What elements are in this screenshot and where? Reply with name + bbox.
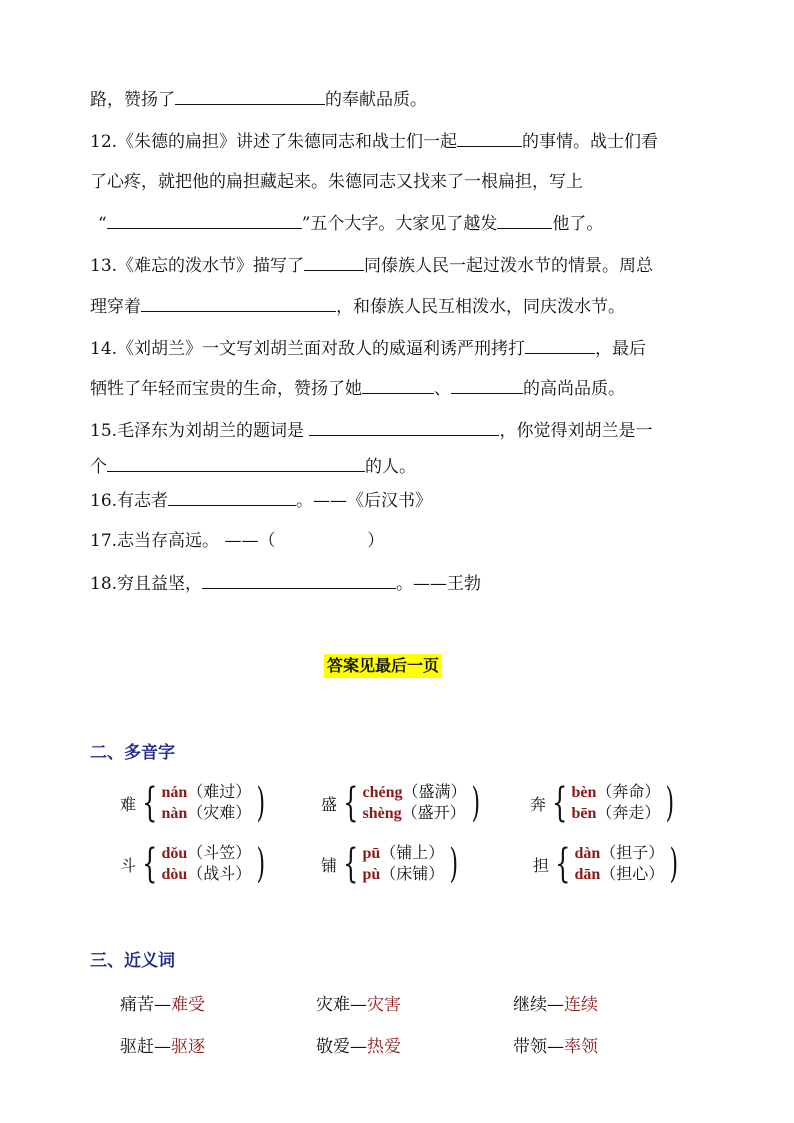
dash: — [547, 1037, 564, 1057]
word: （盛满） [402, 782, 467, 801]
word: （难过） [187, 782, 252, 801]
pinyin: dòu [161, 866, 188, 883]
pinyin: bēn [571, 805, 597, 822]
blank [525, 337, 595, 354]
blank [497, 212, 552, 229]
dash: — [547, 995, 564, 1015]
word-a: 带领 [513, 1037, 547, 1057]
brace-left: { [555, 841, 571, 887]
synonym-pair [513, 990, 598, 1015]
word-a: 敬爱 [316, 1037, 350, 1057]
line-0 [90, 88, 427, 111]
pinyin: dǒu [161, 845, 188, 862]
answer-banner: 答案见最后一页 [324, 654, 442, 678]
text: ”五个大字。大家见了越发 [301, 214, 498, 234]
dash: — [154, 995, 171, 1015]
text: 17.志当存高远。 ——（ ） [90, 531, 385, 551]
brace-left: { [343, 841, 359, 887]
blank [107, 455, 365, 472]
pinyin: chéng [362, 784, 403, 801]
word-b: 率领 [564, 1037, 598, 1057]
text: 。——王勃 [396, 574, 482, 594]
line-13a [90, 254, 653, 277]
synonym-pair [120, 1032, 205, 1057]
text: 个 [90, 457, 107, 477]
word: （担子） [600, 843, 665, 862]
brace-left: { [552, 780, 568, 826]
word-b: 热爱 [367, 1037, 401, 1057]
word-b: 连续 [564, 995, 598, 1015]
text: 的人。 [365, 457, 416, 477]
polyphone-char: 难 [120, 794, 137, 814]
blank [451, 377, 523, 394]
text: 、 [434, 379, 451, 399]
word: （战斗） [187, 864, 252, 883]
text: 同傣族人民一起过泼水节的情景。周总 [364, 256, 654, 276]
pinyin: dān [574, 866, 601, 883]
word-a: 灾难 [316, 995, 350, 1015]
text: 了心疼，就把他的扁担藏起来。朱德同志又找来了一根扁担，写上 [90, 172, 583, 192]
polyphone-readings [362, 782, 466, 824]
word: （担心） [600, 864, 665, 883]
word: （奔走） [596, 803, 661, 822]
word-a: 继续 [513, 995, 547, 1015]
line-18 [90, 572, 481, 595]
word: （铺上） [380, 843, 445, 862]
word: （斗笠） [187, 843, 252, 862]
text: 16.有志者 [90, 491, 169, 511]
brace-left: { [343, 780, 359, 826]
text: 18.穷且益坚， [90, 574, 203, 594]
line-12b [90, 171, 583, 193]
brace-right: ) [256, 841, 266, 887]
line-15b [90, 455, 416, 478]
blank [175, 88, 325, 105]
blank [202, 572, 396, 589]
line-12c [98, 212, 603, 235]
word-a: 驱赶 [120, 1037, 154, 1057]
text: 15.毛泽东为刘胡兰的题词是 [90, 421, 310, 441]
polyphone-item [530, 782, 678, 824]
brace-right: ) [669, 841, 679, 887]
pinyin: bèn [571, 784, 597, 801]
blank [304, 254, 364, 271]
text: 路，赞扬了 [90, 90, 175, 110]
line-15a [90, 419, 652, 442]
word: （奔命） [596, 782, 661, 801]
text: ，最后 [595, 339, 647, 359]
brace-right: ) [256, 780, 266, 826]
text: 的事情。战士们看 [522, 132, 659, 152]
polyphone-char: 斗 [120, 855, 137, 875]
polyphone-item [533, 843, 682, 885]
polyphone-readings [571, 782, 660, 824]
text: 的奉献品质。 [325, 90, 427, 110]
text: 13.《难忘的泼水节》描写了 [90, 256, 305, 276]
blank [107, 212, 302, 229]
blank [457, 130, 522, 147]
text: ，你觉得刘胡兰是一 [499, 421, 653, 441]
text: 的高尚品质。 [523, 379, 625, 399]
polyphone-item [321, 782, 484, 824]
brace-right: ) [471, 780, 481, 826]
text: 。——《后汉书》 [296, 491, 433, 511]
pinyin: nàn [161, 805, 188, 822]
brace-right: ) [665, 780, 675, 826]
section-polyphones-heading: 二、多音字 [90, 743, 175, 763]
pinyin: nán [161, 784, 188, 801]
word: （盛开） [401, 803, 466, 822]
blank [141, 295, 336, 312]
line-14a [90, 337, 646, 360]
polyphone-item [120, 782, 269, 824]
blank [362, 377, 434, 394]
pinyin: shèng [362, 805, 402, 822]
polyphone-item [120, 843, 269, 885]
polyphone-char: 担 [533, 855, 550, 875]
synonym-pair [316, 1032, 401, 1057]
pinyin: dàn [574, 845, 601, 862]
blank [168, 489, 296, 506]
blank [309, 419, 499, 436]
section-synonyms-heading: 三、近义词 [90, 951, 175, 971]
polyphone-readings [161, 843, 251, 885]
text: 他了。 [552, 214, 604, 234]
word: （灾难） [187, 803, 252, 822]
brace-left: { [142, 841, 158, 887]
dash: — [350, 995, 367, 1015]
text: 14.《刘胡兰》一文写刘胡兰面对敌人的威逼利诱严刑拷打 [90, 339, 526, 359]
polyphone-char: 奔 [530, 794, 547, 814]
dash: — [350, 1037, 367, 1057]
synonym-pair [513, 1032, 598, 1057]
pinyin: pū [362, 845, 381, 862]
line-14b [90, 377, 625, 400]
polyphone-char: 铺 [321, 855, 338, 875]
word-b: 难受 [171, 995, 205, 1015]
synonym-pair [316, 990, 401, 1015]
line-13b [90, 295, 625, 318]
text: 理穿着 [90, 297, 141, 317]
word-b: 驱逐 [171, 1037, 205, 1057]
dash: — [154, 1037, 171, 1057]
text: 12.《朱德的扁担》讲述了朱德同志和战士们一起 [90, 132, 458, 152]
brace-right: ) [449, 841, 459, 887]
polyphone-item [321, 843, 462, 885]
synonym-pair [120, 990, 205, 1015]
text: ，和傣族人民互相泼水，同庆泼水节。 [336, 297, 625, 317]
pinyin: pù [362, 866, 381, 883]
brace-left: { [142, 780, 158, 826]
polyphone-readings [362, 843, 444, 885]
line-12a [90, 130, 658, 153]
word-b: 灾害 [367, 995, 401, 1015]
line-16 [90, 489, 432, 512]
word-a: 痛苦 [120, 995, 154, 1015]
polyphone-readings [161, 782, 251, 824]
text: 牺牲了年轻而宝贵的生命，赞扬了她 [90, 379, 362, 399]
polyphone-readings [574, 843, 664, 885]
word: （床铺） [380, 864, 445, 883]
polyphone-char: 盛 [321, 794, 338, 814]
text: “ [98, 214, 107, 234]
line-17 [90, 530, 384, 552]
